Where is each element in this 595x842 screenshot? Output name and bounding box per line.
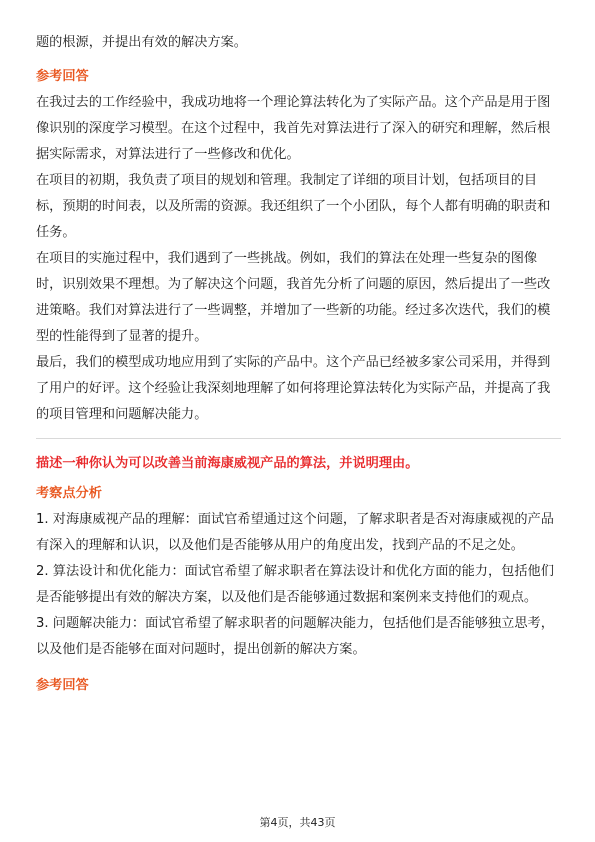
question-title: 描述一种你认为可以改善当前海康威视产品的算法，并说明理由。 xyxy=(36,456,419,471)
answer1-heading: 参考回答 xyxy=(36,69,89,84)
answer1-paragraph: 在项目的实施过程中，我们遇到了一些挑战。例如，我们的算法在处理一些复杂的图像时，识别效果不理想。为了解决这个问题，我首先分析了问题的原因，然后提出了一些改进策略。我们对算法进行了一些调整，并增加了一些新的功能。经过多次迭代，我们的模型的性能得到了显著的提升。 xyxy=(36,251,551,344)
section-divider xyxy=(36,438,561,439)
analysis-heading: 考察点分析 xyxy=(36,486,102,501)
analysis-point: 2. 算法设计和优化能力：面试官希望了解求职者在算法设计和优化方面的能力，包括他们是否能够提出有效的解决方案，以及他们是否能够通过数据和案例来支持他们的观点。 xyxy=(36,564,554,605)
answer1-paragraph: 最后，我们的模型成功地应用到了实际的产品中。这个产品已经被多家公司采用，并得到了用户的好评。这个经验让我深刻地理解了如何将理论算法转化为实际产品，并提高了我的项目管理和问题解决能力。 xyxy=(36,355,551,422)
answer2-heading: 参考回答 xyxy=(36,678,89,693)
document-body xyxy=(36,30,561,699)
page-number: 第4页，共43页 xyxy=(259,816,336,829)
answer1-paragraph: 在我过去的工作经验中，我成功地将一个理论算法转化为了实际产品。这个产品是用于图像识别的深度学习模型。在这个过程中，我首先对算法进行了深入的研究和理解，然后根据实际需求，对算法进行了一些修改和优化。 xyxy=(36,95,551,162)
answer1-paragraph: 在项目的初期，我负责了项目的规划和管理。我制定了详细的项目计划，包括项目的目标，预期的时间表，以及所需的资源。我还组织了一个小团队，每个人都有明确的职责和任务。 xyxy=(36,173,551,240)
analysis-point: 3. 问题解决能力：面试官希望了解求职者的问题解决能力，包括他们是否能够独立思考，以及他们是否能够在面对问题时，提出创新的解决方案。 xyxy=(36,616,554,657)
analysis-point: 1. 对海康威视产品的理解：面试官希望通过这个问题，了解求职者是否对海康威视的产品有深入的理解和认识，以及他们是否能够从用户的角度出发，找到产品的不足之处。 xyxy=(36,512,554,553)
intro-tail-text: 题的根源，并提出有效的解决方案。 xyxy=(36,35,247,50)
